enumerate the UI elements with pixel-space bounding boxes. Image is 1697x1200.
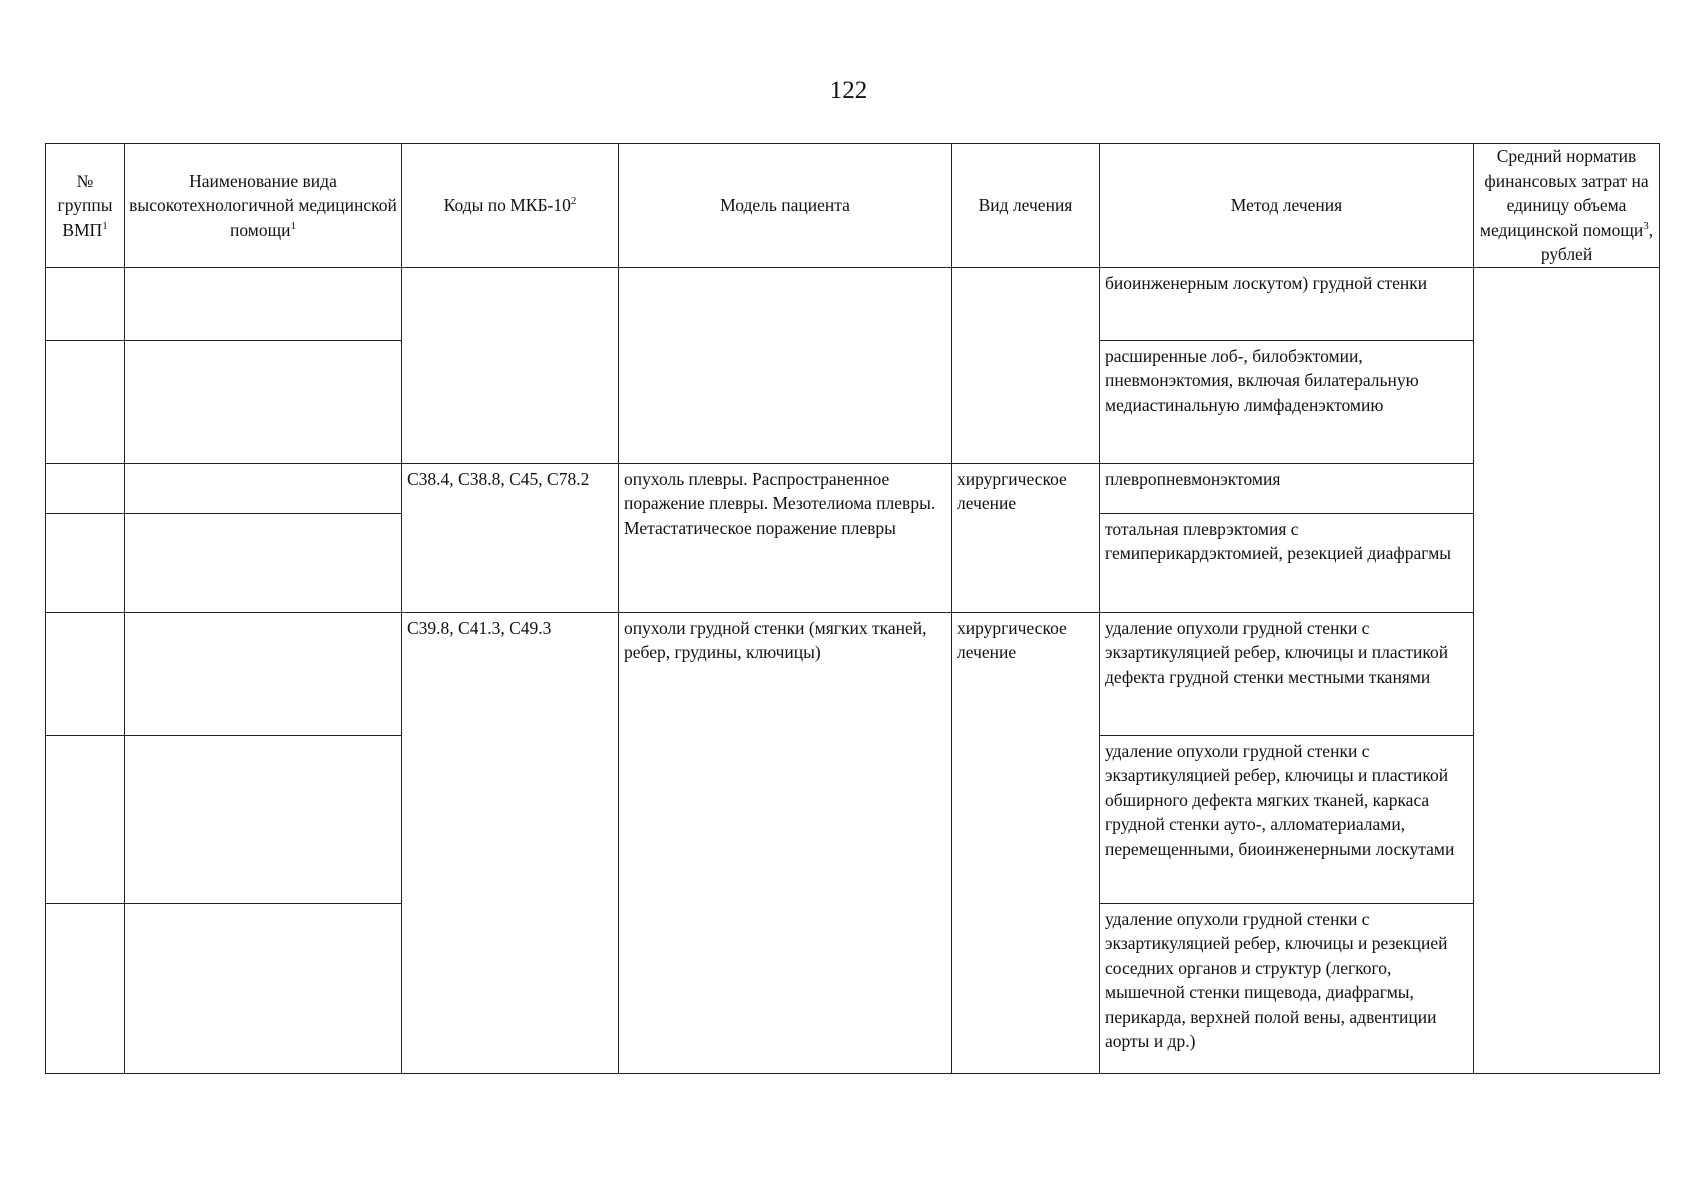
group-no-cell: [46, 513, 125, 612]
vmp-name-cell: [125, 513, 402, 612]
method-cell: биоинженерным лоскутом) грудной стенки: [1100, 267, 1474, 340]
model-cell: [619, 267, 952, 463]
model-cell: опухоли грудной стенки (мягких тканей, ребер, грудины, ключицы): [619, 612, 952, 1073]
header-cost: Средний норматив финансовых затрат на единицу объема медицинской помощи$^3$, рублей: [1474, 144, 1660, 268]
table-row: [46, 267, 1660, 340]
method-cell: расширенные лоб-, билобэктомии, пневмонэктомия, включая билатеральную медиастинальную лимфаденэктомию: [1100, 340, 1474, 463]
cost-cell: [1474, 267, 1660, 1073]
group-no-cell: [46, 612, 125, 735]
codes-cell: C38.4, C38.8, C45, C78.2: [402, 463, 619, 612]
group-no-cell: [46, 267, 125, 340]
treatment-type-cell: хирургическое лечение: [952, 612, 1100, 1073]
table-row: [46, 463, 1660, 513]
header-codes: Коды по МКБ-$10^2$: [402, 144, 619, 268]
method-cell: удаление опухоли грудной стенки с экзартикуляцией ребер, ключицы и пластикой обширного дефекта мягких тканей, каркаса грудной стенки ауто-, алломатериалами, перемещенными, биоинженерными лоскутами: [1100, 735, 1474, 903]
header-method: Метод лечения: [1100, 144, 1474, 268]
group-no-cell: [46, 735, 125, 903]
codes-cell: [402, 267, 619, 463]
treatment-type-cell: хирургическое лечение: [952, 463, 1100, 612]
vmp-name-cell: [125, 612, 402, 735]
header-group-no: № группы ВМП$^1$: [46, 144, 125, 268]
vmp-name-cell: [125, 340, 402, 463]
group-no-cell: [46, 340, 125, 463]
model-cell: опухоль плевры. Распространенное поражение плевры. Мезотелиома плевры. Метастатическое поражение плевры: [619, 463, 952, 612]
table-header-row: [46, 144, 1660, 268]
group-no-cell: [46, 463, 125, 513]
vmp-table: [45, 143, 1660, 1074]
vmp-name-cell: [125, 463, 402, 513]
table-row: [46, 612, 1660, 735]
vmp-name-cell: [125, 903, 402, 1073]
codes-cell: C39.8, C41.3, C49.3: [402, 612, 619, 1073]
page-number: 122: [829, 77, 868, 104]
vmp-name-cell: [125, 735, 402, 903]
header-treatment-type: Вид лечения: [952, 144, 1100, 268]
method-cell: тотальная плеврэктомия с гемиперикардэктомией, резекцией диафрагмы: [1100, 513, 1474, 612]
method-cell: удаление опухоли грудной стенки с экзартикуляцией ребер, ключицы и пластикой дефекта грудной стенки местными тканями: [1100, 612, 1474, 735]
header-model: Модель пациента: [619, 144, 952, 268]
treatment-type-cell: [952, 267, 1100, 463]
header-name: Наименование вида высокотехнологичной медицинской помощи$^1$: [125, 144, 402, 268]
vmp-name-cell: [125, 267, 402, 340]
method-cell: плевропневмонэктомия: [1100, 463, 1474, 513]
method-cell: удаление опухоли грудной стенки с экзартикуляцией ребер, ключицы и резекцией соседних органов и структур (легкого, мышечной стенки пищевода, диафрагмы, перикарда, верхней полой вены, адвентиции аорты и др.): [1100, 903, 1474, 1073]
group-no-cell: [46, 903, 125, 1073]
